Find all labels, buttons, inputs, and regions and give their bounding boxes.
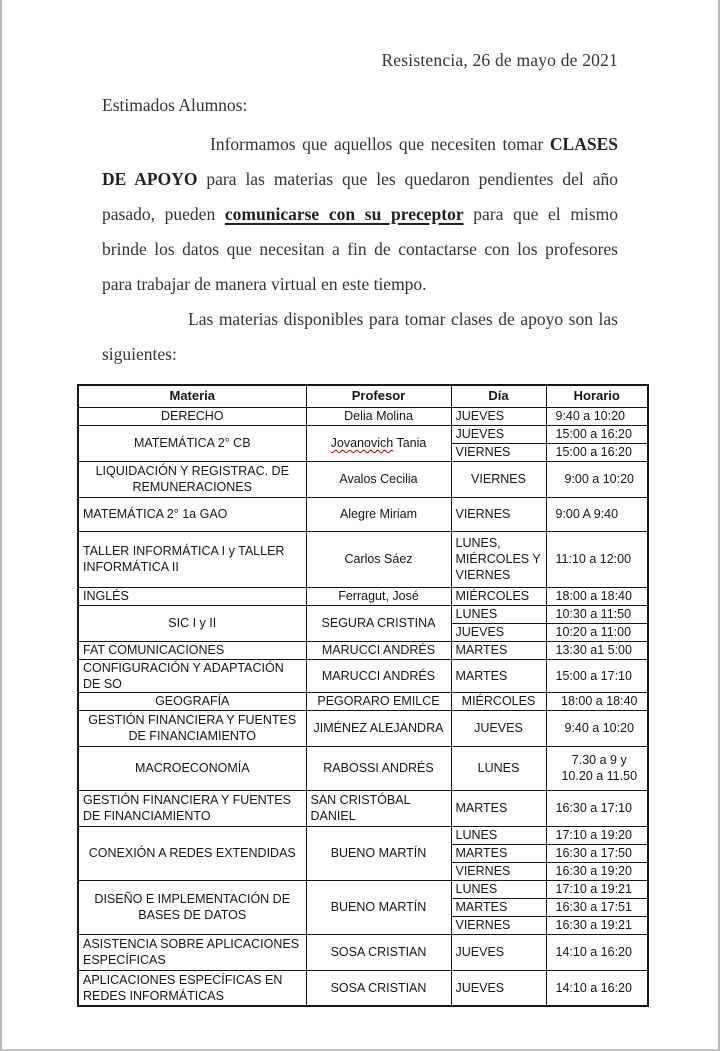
cell-horario: 9:40 a 10:20 bbox=[546, 407, 648, 425]
table-body bbox=[78, 407, 648, 1006]
table-row bbox=[78, 790, 648, 826]
table-row bbox=[78, 605, 648, 623]
cell-horario: 17:10 a 19:21 bbox=[546, 880, 648, 898]
cell-dia: LUNES bbox=[451, 605, 546, 623]
cell-profesor: Carlos Sáez bbox=[306, 531, 451, 587]
cell-profesor: SOSA CRISTIAN bbox=[306, 934, 451, 970]
cell-dia: JUEVES bbox=[451, 407, 546, 425]
cell-dia: JUEVES bbox=[451, 970, 546, 1006]
cell-materia: DISEÑO E IMPLEMENTACIÓN DE BASES DE DATOS bbox=[78, 880, 306, 934]
letter-paragraph-1 bbox=[102, 127, 618, 302]
cell-horario: 10:30 a 11:50 bbox=[546, 605, 648, 623]
cell-dia: MIÉRCOLES bbox=[451, 692, 546, 710]
cell-profesor: BUENO MARTÍN bbox=[306, 880, 451, 934]
paragraph-text: para que el mismo brinde los datos que necesitan a fin de contactarse con los profesores para trabajar de manera virtual en este tiempo. bbox=[102, 204, 618, 294]
paragraph-text: para las materias que les quedaron pendientes del año pasado, pueden bbox=[102, 169, 618, 224]
table-row bbox=[78, 970, 648, 1006]
cell-dia: MARTES bbox=[451, 844, 546, 862]
cell-dia: LUNES bbox=[451, 746, 546, 790]
table-row bbox=[78, 425, 648, 443]
cell-horario: 14:10 a 16:20 bbox=[546, 934, 648, 970]
cell-dia: JUEVES bbox=[451, 425, 546, 443]
table-row bbox=[78, 461, 648, 497]
cell-dia: VIERNES bbox=[451, 916, 546, 934]
cell-profesor: Delia Molina bbox=[306, 407, 451, 425]
table-row bbox=[78, 934, 648, 970]
cell-dia: MARTES bbox=[451, 641, 546, 659]
cell-dia: JUEVES bbox=[451, 710, 546, 746]
cell-materia: TALLER INFORMÁTICA I y TALLER INFORMÁTICA II bbox=[78, 531, 306, 587]
underlined-bold-phrase: comunicarse con su preceptor bbox=[224, 204, 464, 224]
cell-profesor: SAN CRISTÓBAL DANIEL bbox=[306, 790, 451, 826]
table-row bbox=[78, 531, 648, 587]
cell-dia: LUNES, MIÉRCOLES Y VIERNES bbox=[451, 531, 546, 587]
header-horario: Horario bbox=[546, 385, 648, 407]
cell-profesor: Ferragut, José bbox=[306, 587, 451, 605]
cell-dia: JUEVES bbox=[451, 934, 546, 970]
cell-dia: VIERNES bbox=[451, 461, 546, 497]
cell-materia: GESTIÓN FINANCIERA Y FUENTES DE FINANCIAMIENTO bbox=[78, 710, 306, 746]
cell-horario: 7.30 a 9 y 10.20 a 11.50 bbox=[546, 746, 648, 790]
cell-horario: 9:00 A 9:40 bbox=[546, 497, 648, 531]
cell-horario: 9:00 a 10:20 bbox=[546, 461, 648, 497]
cell-horario: 15:00 a 17:10 bbox=[546, 659, 648, 692]
cell-profesor: Avalos Cecilia bbox=[306, 461, 451, 497]
cell-materia: FAT COMUNICACIONES bbox=[78, 641, 306, 659]
cell-materia: LIQUIDACIÓN Y REGISTRAC. DE REMUNERACIONES bbox=[78, 461, 306, 497]
salutation: Estimados Alumnos: bbox=[102, 95, 248, 115]
cell-dia: MARTES bbox=[451, 898, 546, 916]
cell-horario: 14:10 a 16:20 bbox=[546, 970, 648, 1006]
cell-horario: 18:00 a 18:40 bbox=[546, 587, 648, 605]
cell-horario: 10:20 a 11:00 bbox=[546, 623, 648, 641]
table-row bbox=[78, 497, 648, 531]
table-row bbox=[78, 710, 648, 746]
cell-horario: 16:30 a 17:50 bbox=[546, 844, 648, 862]
cell-profesor: JIMÉNEZ ALEJANDRA bbox=[306, 710, 451, 746]
schedule-table bbox=[77, 384, 649, 1007]
cell-profesor: MARUCCI ANDRÉS bbox=[306, 641, 451, 659]
cell-dia: MARTES bbox=[451, 790, 546, 826]
cell-horario: 16:30 a 17:51 bbox=[546, 898, 648, 916]
table-row bbox=[78, 746, 648, 790]
table-header-row bbox=[78, 385, 648, 407]
letter-body bbox=[2, 50, 718, 372]
table-row bbox=[78, 659, 648, 692]
cell-materia: MATEMÁTICA 2° CB bbox=[78, 425, 306, 461]
cell-materia: APLICACIONES ESPECÍFICAS EN REDES INFORMÁTICAS bbox=[78, 970, 306, 1006]
cell-profesor: MARUCCI ANDRÉS bbox=[306, 659, 451, 692]
cell-materia: MACROECONOMÍA bbox=[78, 746, 306, 790]
cell-materia: GESTIÓN FINANCIERA Y FUENTES DE FINANCIAMIENTO bbox=[78, 790, 306, 826]
table-row bbox=[78, 826, 648, 844]
table-row bbox=[78, 587, 648, 605]
cell-materia: INGLÉS bbox=[78, 587, 306, 605]
cell-dia: MARTES bbox=[451, 659, 546, 692]
cell-dia: MIÉRCOLES bbox=[451, 587, 546, 605]
cell-profesor: Alegre Miriam bbox=[306, 497, 451, 531]
cell-materia: DERECHO bbox=[78, 407, 306, 425]
cell-horario: 15:00 a 16:20 bbox=[546, 443, 648, 461]
spellcheck-underline: Jovanovich bbox=[330, 436, 394, 450]
cell-materia: CONEXIÓN A REDES EXTENDIDAS bbox=[78, 826, 306, 880]
header-materia: Materia bbox=[78, 385, 306, 407]
cell-horario: 13:30 a1 5:00 bbox=[546, 641, 648, 659]
cell-horario: 16:30 a 19:21 bbox=[546, 916, 648, 934]
cell-dia: VIERNES bbox=[451, 443, 546, 461]
table-row bbox=[78, 407, 648, 425]
table-row bbox=[78, 692, 648, 710]
cell-dia: LUNES bbox=[451, 880, 546, 898]
header-dia: Día bbox=[451, 385, 546, 407]
header-profesor: Profesor bbox=[306, 385, 451, 407]
cell-materia: GEOGRAFÍA bbox=[78, 692, 306, 710]
date-line: Resistencia, 26 de mayo de 2021 bbox=[381, 50, 618, 70]
cell-materia: SIC I y II bbox=[78, 605, 306, 641]
letter-paragraph-2: Las materias disponibles para tomar clases de apoyo son las siguientes: bbox=[102, 309, 618, 364]
cell-dia: VIERNES bbox=[451, 497, 546, 531]
paragraph-text: Informamos que aquellos que necesiten tomar bbox=[210, 134, 550, 154]
table-row bbox=[78, 641, 648, 659]
cell-dia: JUEVES bbox=[451, 623, 546, 641]
cell-dia: LUNES bbox=[451, 826, 546, 844]
cell-horario: 9:40 a 10:20 bbox=[546, 710, 648, 746]
cell-materia: CONFIGURACIÓN Y ADAPTACIÓN DE SO bbox=[78, 659, 306, 692]
cell-horario: 15:00 a 16:20 bbox=[546, 425, 648, 443]
cell-materia: ASISTENCIA SOBRE APLICACIONES ESPECÍFICAS bbox=[78, 934, 306, 970]
cell-profesor: PEGORARO EMILCE bbox=[306, 692, 451, 710]
cell-profesor: Jovanovich Tania bbox=[306, 425, 451, 461]
cell-horario: 17:10 a 19:20 bbox=[546, 826, 648, 844]
table-row bbox=[78, 880, 648, 898]
cell-profesor: RABOSSI ANDRÉS bbox=[306, 746, 451, 790]
cell-horario: 18:00 a 18:40 bbox=[546, 692, 648, 710]
cell-profesor: SOSA CRISTIAN bbox=[306, 970, 451, 1006]
bold-phrase: CLASES DE APOYO bbox=[102, 134, 618, 189]
cell-profesor: SEGURA CRISTINA bbox=[306, 605, 451, 641]
cell-profesor: BUENO MARTÍN bbox=[306, 826, 451, 880]
cell-horario: 11:10 a 12:00 bbox=[546, 531, 648, 587]
cell-horario: 16:30 a 19:20 bbox=[546, 862, 648, 880]
cell-horario: 16:30 a 17:10 bbox=[546, 790, 648, 826]
cell-dia: VIERNES bbox=[451, 862, 546, 880]
cell-materia: MATEMÁTICA 2° 1a GAO bbox=[78, 497, 306, 531]
